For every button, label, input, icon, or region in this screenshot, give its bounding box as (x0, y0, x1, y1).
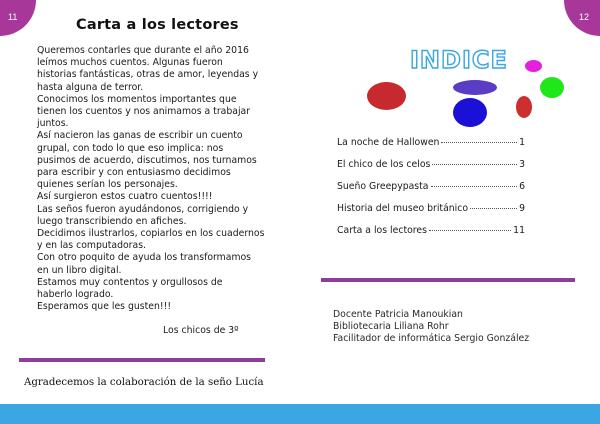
acknowledgement-text: Agradecemos la colaboración de la seño Lucía (24, 377, 264, 388)
page-number-right-text: 12 (578, 12, 589, 22)
letter-line: leímos muchos cuentos. Algunas fueron (37, 57, 223, 69)
toc-item-title: El chico de los celos (337, 159, 431, 170)
decorative-red-oval (367, 82, 406, 110)
toc-item-page: 6 (519, 181, 525, 192)
credit-line: Facilitador de informática Sergio González (333, 333, 530, 345)
letter-signature: Los chicos de 3º (163, 325, 239, 336)
toc-item-title: Historia del museo británico (337, 203, 469, 214)
letter-line: hasta alguna de terror. (37, 81, 144, 93)
letter-line: Esperamos que les gusten!!! (37, 301, 172, 313)
letter-line: Estamos muy contentos y orgullosos de (37, 276, 223, 288)
letter-body (37, 45, 277, 313)
letter-line: luego transcribiendo en afiches. (37, 215, 187, 227)
toc-item[interactable] (337, 159, 525, 170)
letter-line: en un libro digital. (37, 264, 122, 276)
page-number-left (0, 0, 36, 36)
letter-line: tienen los cuentos y nos animamos a trabajar (37, 106, 251, 118)
decorative-magenta-oval (525, 60, 542, 72)
credit-line: Bibliotecaria Liliana Rohr (333, 321, 449, 333)
letter-line: grupal, con todo lo que eso implica: nos (37, 142, 224, 154)
index-title: INDICE (410, 46, 508, 74)
decorative-blue-circle (453, 98, 487, 127)
letter-line: Decidimos ilustrarlos, copiarlos en los cuadernos (37, 228, 265, 240)
page-number-left-text: 11 (8, 12, 18, 22)
divider-right (321, 278, 575, 282)
bottom-band (0, 404, 600, 424)
letter-line: y en las computadoras. (37, 240, 147, 252)
toc-item[interactable] (337, 203, 525, 214)
letter-line: Con otro poquito de ayuda los transformamos (37, 252, 252, 264)
letter-line: Conocimos los momentos importantes que (37, 93, 237, 105)
letter-line: pusimos de acuerdo, discutimos, nos turnamos (37, 154, 257, 166)
divider-left (19, 358, 265, 362)
letter-line: Así nacieron las ganas de escribir un cuento (37, 130, 243, 142)
decorative-purple-ellipse (453, 80, 497, 95)
toc-leader-dots (432, 164, 517, 165)
toc-leader-dots (429, 230, 511, 231)
letter-line: quienes serían los personajes. (37, 179, 178, 191)
toc-item-page: 1 (519, 137, 525, 148)
toc-item-page: 3 (519, 159, 525, 170)
toc-item-page: 11 (513, 225, 525, 236)
toc-leader-dots (431, 186, 518, 187)
letter-line: Las seños fueron ayudándonos, corrigiendo y (37, 203, 249, 215)
decorative-small-red-oval (516, 96, 532, 118)
toc-item[interactable] (337, 137, 525, 148)
letter-line: historias fantásticas, otras de amor, leyendas y (37, 69, 259, 81)
letter-line: Queremos contarles que durante el año 2016 (37, 45, 249, 56)
toc-item[interactable] (337, 225, 525, 236)
toc-leader-dots (470, 208, 517, 209)
toc-item-page: 9 (519, 203, 525, 214)
toc-leader-dots (441, 142, 517, 143)
letter-line: para escribir y con entusiasmo decidimos (37, 167, 231, 179)
toc-item-title: Carta a los lectores (337, 225, 427, 236)
credit-line: Docente Patricia Manoukian (333, 309, 463, 320)
toc-item[interactable] (337, 181, 525, 192)
toc-item-title: Sueño Greepypasta (337, 181, 429, 192)
letter-line: Así surgieron estos cuatro cuentos!!!! (37, 191, 213, 203)
page-number-right (564, 0, 600, 36)
letter-line: haberlo logrado. (37, 289, 114, 301)
letter-title: Carta a los lectores (76, 17, 239, 33)
letter-line: juntos. (37, 118, 69, 130)
toc-item-title: La noche de Hallowen (337, 137, 440, 148)
decorative-green-circle (540, 77, 564, 98)
credits (333, 309, 529, 346)
